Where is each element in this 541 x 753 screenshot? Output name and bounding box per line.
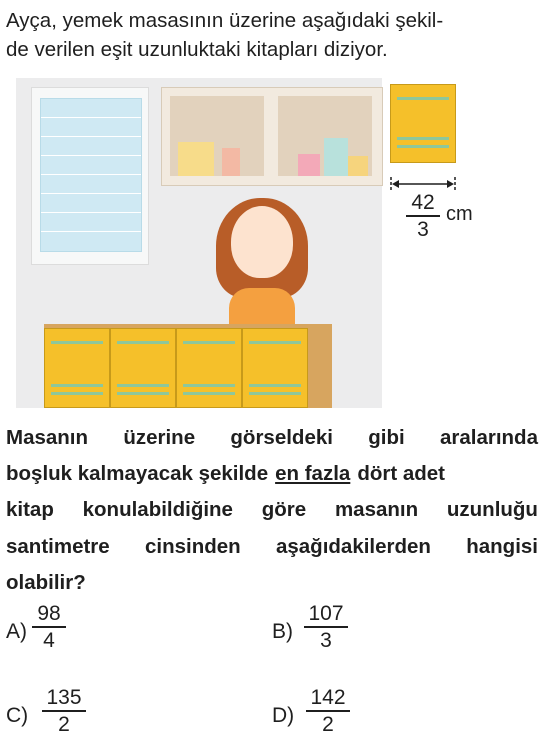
- question-word: olabilir?: [6, 570, 86, 594]
- jar-illustration: [222, 148, 240, 176]
- book-width-unit: cm: [446, 203, 473, 225]
- window-slat: [41, 231, 141, 232]
- book-sample: [390, 84, 456, 163]
- option-c-numerator: 135: [46, 686, 82, 709]
- option-b-label: B): [272, 620, 293, 643]
- question-line-5: [6, 565, 538, 601]
- question-word: santimetre: [6, 534, 110, 558]
- intro-line-1: Ayça, yemek masasının üzerine aşağıdaki şekil-: [6, 9, 444, 32]
- window-slat: [41, 193, 141, 194]
- intro-text: [6, 6, 536, 64]
- option-b-fraction: [304, 602, 348, 654]
- question-line-1: [6, 420, 538, 456]
- question-text: [6, 420, 538, 601]
- option-a-numerator: 98: [37, 602, 61, 625]
- question-word: görseldeki: [230, 426, 333, 449]
- book-width-fraction: [406, 191, 440, 243]
- kitchen-illustration: [16, 78, 382, 408]
- question-word: Masanın: [6, 426, 89, 449]
- book-on-table: [110, 328, 176, 408]
- question-word: üzerine: [123, 426, 196, 449]
- intro-line-2: de verilen eşit uzunluktaki kitapları diziyor.: [6, 38, 388, 61]
- option-a-label: A): [6, 620, 27, 643]
- book-width-numerator: 42: [411, 191, 435, 214]
- girl-face-illustration: [231, 206, 293, 278]
- option-d-label: D): [272, 704, 295, 727]
- window-slat: [41, 136, 141, 137]
- wall-cabinet-illustration: [161, 87, 383, 186]
- question-phrase: dört adet: [357, 462, 446, 486]
- window-slat: [41, 117, 141, 118]
- option-d-fraction: [306, 686, 350, 738]
- option-d-numerator: 142: [310, 686, 346, 709]
- cabinet-pane-left: [170, 96, 264, 176]
- option-c-denominator: 2: [58, 712, 70, 736]
- cabinet-pane-right: [278, 96, 372, 176]
- jar-illustration: [178, 142, 214, 176]
- question-word: hangisi: [466, 534, 538, 558]
- question-word: uzunluğu: [446, 498, 538, 522]
- question-word: cinsinden: [144, 534, 241, 558]
- option-b-numerator: 107: [308, 602, 344, 625]
- question-word: aralarında: [439, 426, 538, 449]
- option-c-fraction: [42, 686, 86, 738]
- option-b-denominator: 3: [320, 628, 332, 652]
- question-line-2: [6, 456, 538, 492]
- book-on-table: [176, 328, 242, 408]
- window-glass: [40, 98, 142, 252]
- book-on-table: [242, 328, 308, 408]
- question-word: masanın: [334, 498, 419, 522]
- window-slat: [41, 155, 141, 156]
- jar-illustration: [324, 138, 348, 176]
- question-word: konulabildiğine: [82, 498, 233, 522]
- window-illustration: [31, 87, 149, 265]
- question-word: göre: [261, 498, 307, 522]
- book-on-table: [44, 328, 110, 408]
- option-a-fraction: [32, 602, 66, 654]
- question-word: gibi: [368, 426, 405, 449]
- question-word: aşağıdakilerden: [275, 534, 431, 558]
- option-c-label: C): [6, 704, 29, 727]
- question-underlined-phrase: en fazla: [275, 462, 351, 486]
- window-slat: [41, 174, 141, 175]
- question-line-4: [6, 529, 538, 565]
- question-phrase: boşluk kalmayacak şekilde: [6, 462, 269, 486]
- jar-illustration: [348, 156, 368, 176]
- question-line-3: [6, 492, 538, 528]
- jar-illustration: [298, 154, 320, 176]
- option-d-denominator: 2: [322, 712, 334, 736]
- book-width-denominator: 3: [417, 217, 429, 241]
- option-a-denominator: 4: [43, 628, 55, 652]
- width-measure-arrow: [390, 177, 456, 191]
- question-word: kitap: [6, 498, 54, 522]
- girl-body-illustration: [229, 288, 295, 328]
- window-slat: [41, 212, 141, 213]
